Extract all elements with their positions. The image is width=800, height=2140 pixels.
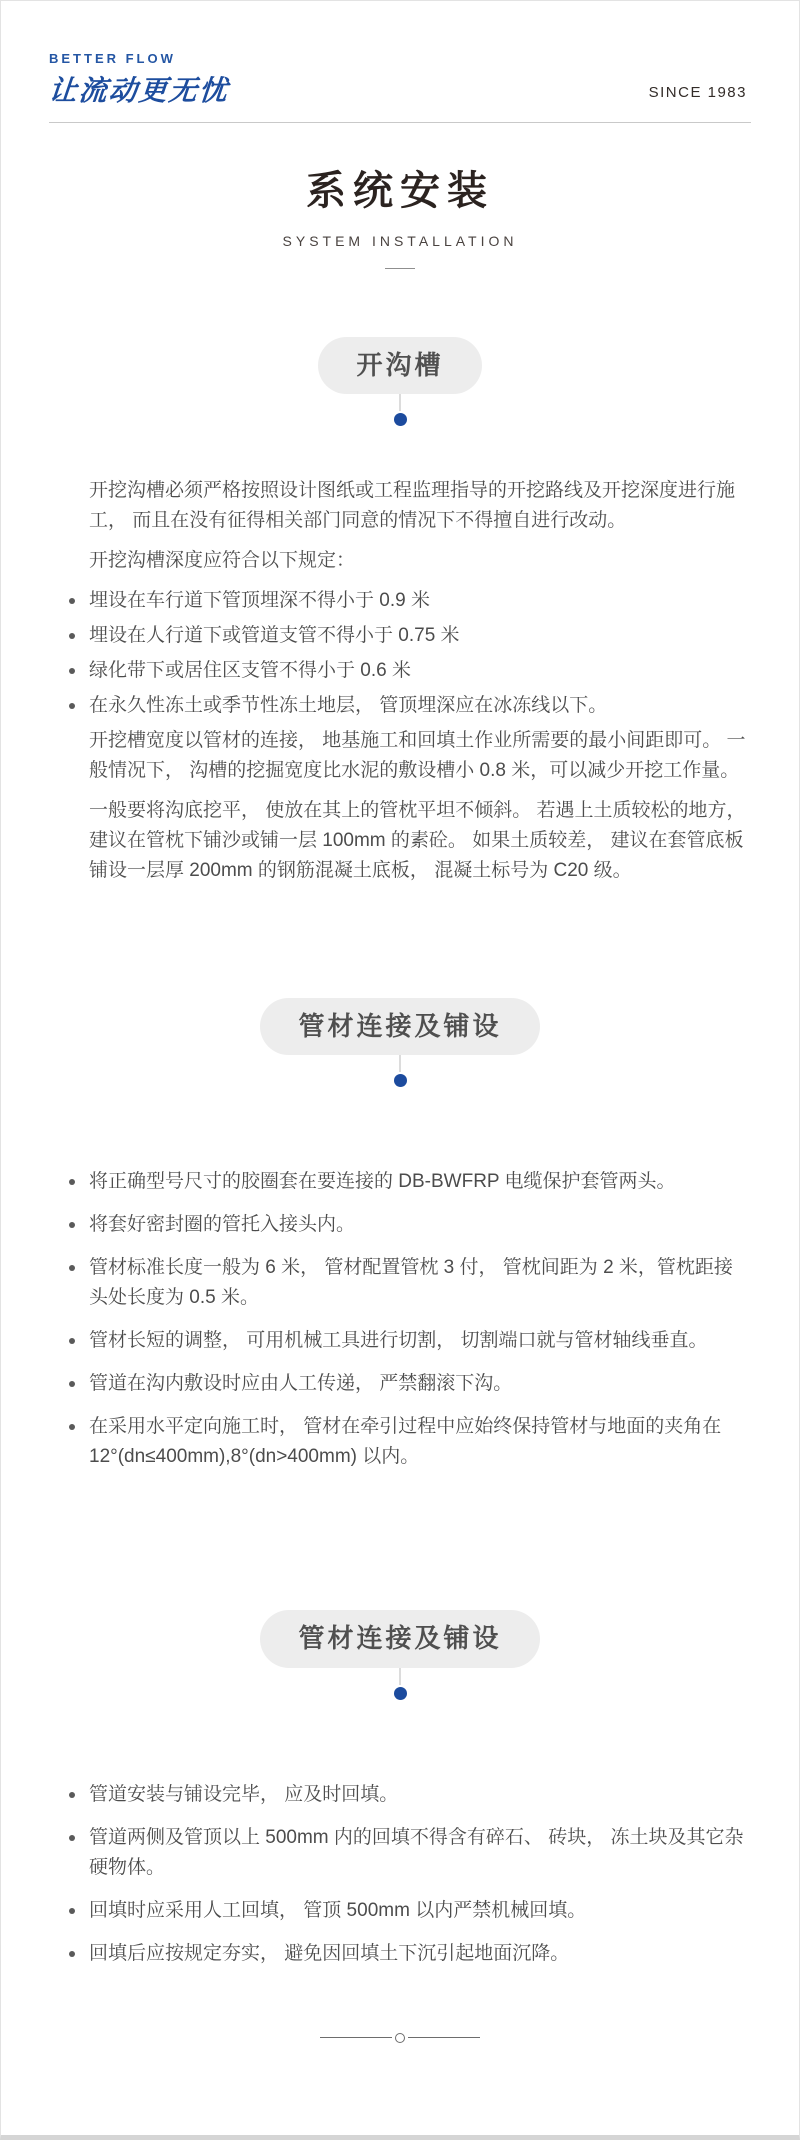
page-title: 系统安装: [306, 169, 494, 213]
section-badge: 开沟槽: [318, 337, 481, 394]
list-item: 将套好密封圈的管托入接头内。: [89, 1210, 747, 1240]
paragraph: 开挖沟槽深度应符合以下规定：: [89, 550, 356, 572]
list-item: 管道安装与铺设完毕， 应及时回填。: [89, 1780, 747, 1810]
section-badge: 管材连接及铺设: [260, 1610, 539, 1667]
paragraph: 开挖槽宽度以管材的连接， 地基施工和回填土作业所需要的最小间距即可。 一般情况下， 沟槽的挖掘宽度比水泥的敷设槽小 0.8 米，可以减少开挖工作量。: [89, 730, 746, 782]
list-item: 回填后应按规定夯实， 避免因回填土下沉引起地面沉降。: [89, 1939, 747, 1969]
section-1-header: [1, 337, 799, 426]
page-header: [1, 1, 799, 109]
section-2-content: [1, 1167, 799, 1472]
paragraph: 开挖沟槽必须严格按照设计图纸或工程监理指导的开挖路线及开挖深度进行施工， 而且在没有征得相关部门同意的情况下不得擅自进行改动。: [89, 480, 736, 532]
list-item: 回填时应采用人工回填， 管顶 500mm 以内严禁机械回填。: [89, 1896, 747, 1926]
section-3-header: [1, 1610, 799, 1699]
list-item: 管道两侧及管顶以上 500mm 内的回填不得含有碎石、 砖块， 冻土块及其它杂硬物体。: [89, 1823, 747, 1883]
page-subtitle: SYSTEM INSTALLATION: [282, 233, 518, 249]
list-item: 在采用水平定向施工时， 管材在牵引过程中应始终保持管材与地面的夹角在 12°(dn≤400mm),8°(dn>400mm) 以内。: [89, 1412, 747, 1472]
ornament-circle-icon: [395, 2033, 405, 2043]
list-item: 在永久性冻土或季节性冻土地层， 管顶埋深应在冰冻线以下。: [89, 691, 747, 721]
list-item: 管道在沟内敷设时应由人工传递， 严禁翻滚下沟。: [89, 1369, 747, 1399]
since-label: SINCE 1983: [648, 84, 747, 101]
title-underline: [385, 268, 415, 269]
section-3-content: [1, 1780, 799, 1969]
ornament-line: [320, 2037, 392, 2038]
header-divider-line: [49, 122, 751, 123]
section-badge: 管材连接及铺设: [260, 998, 539, 1055]
ornament-line: [408, 2037, 480, 2038]
list-item: 埋设在车行道下管顶埋深不得小于 0.9 米: [89, 586, 747, 616]
connector-line: [399, 1668, 401, 1685]
list-item: 将正确型号尺寸的胶圈套在要连接的 DB-BWFRP 电缆保护套管两头。: [89, 1167, 747, 1197]
blue-dot-icon: [394, 1074, 407, 1087]
section-1-content: [1, 476, 799, 886]
list-item: 绿化带下或居住区支管不得小于 0.6 米: [89, 656, 747, 686]
connector-line: [399, 1055, 401, 1072]
list-item: 埋设在人行道下或管道支管不得小于 0.75 米: [89, 621, 747, 651]
brand-logo: 让流动更无忧: [47, 75, 231, 106]
connector-line: [399, 394, 401, 411]
list-item: 管材标准长度一般为 6 米， 管材配置管枕 3 付， 管枕间距为 2 米，管枕距接头处长度为 0.5 米。: [89, 1253, 747, 1313]
blue-dot-icon: [394, 413, 407, 426]
section-2-header: [1, 998, 799, 1087]
brand-tagline: BETTER FLOW: [49, 51, 176, 66]
list-item: 管材长短的调整， 可用机械工具进行切割， 切割端口就与管材轴线垂直。: [89, 1326, 747, 1356]
blue-dot-icon: [394, 1687, 407, 1700]
paragraph: 一般要将沟底挖平， 使放在其上的管枕平坦不倾斜。 若遇上土质较松的地方， 建议在管枕下铺沙或铺一层 100mm 的素砼。 如果土质较差， 建议在套管底板铺设一层厚 200mm 的钢筋混凝土底板， 混凝土标号为 C20 级。: [89, 800, 746, 882]
footer-ornament: [1, 2033, 799, 2043]
